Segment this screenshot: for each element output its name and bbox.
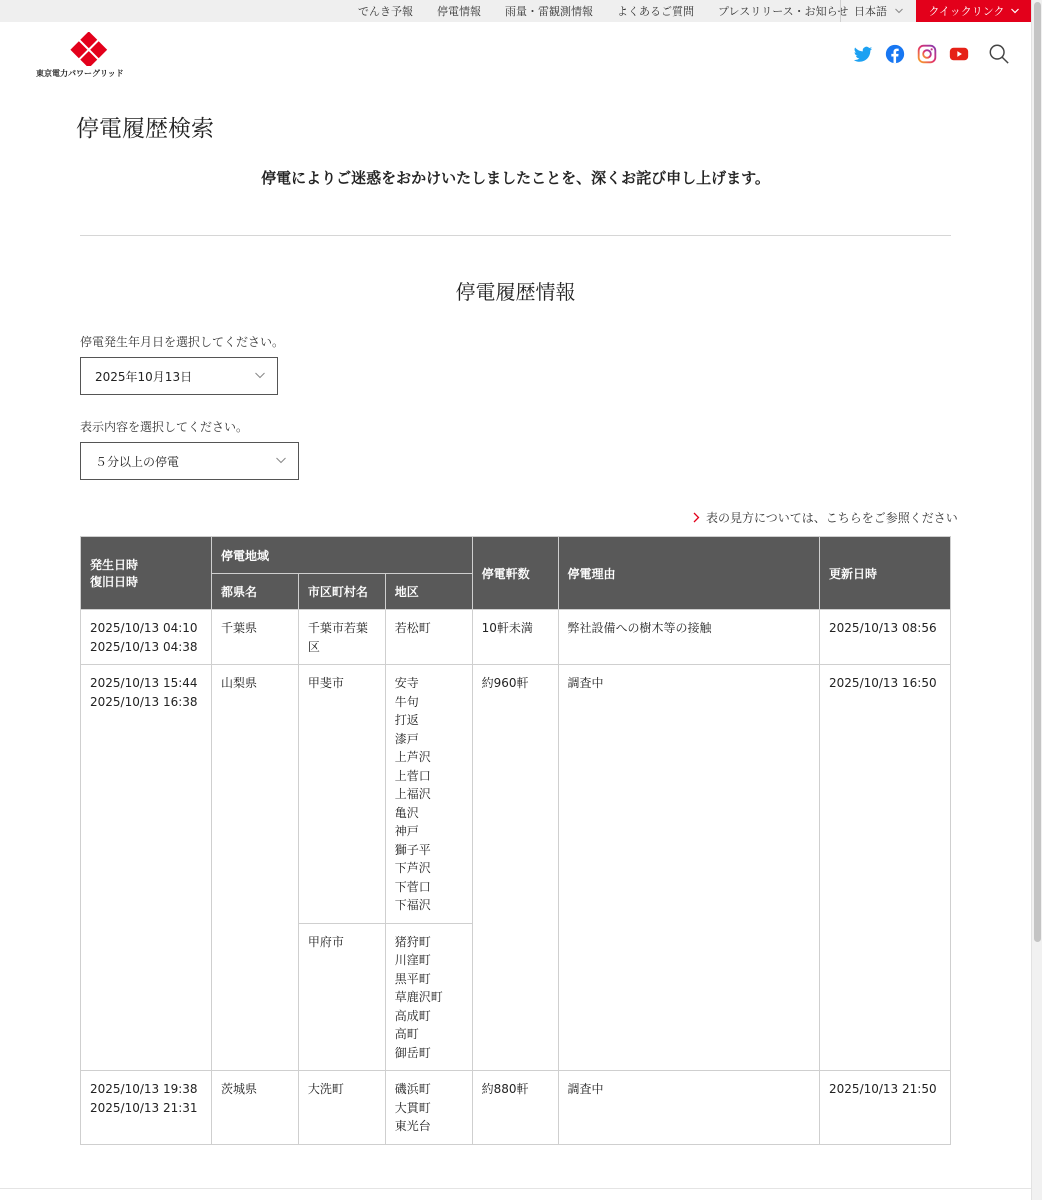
utility-nav (334, 0, 848, 22)
apology-message: 停電によりご迷惑をおかけいたしましたことを、深くお詫び申し上げます。 (261, 169, 770, 187)
households-cell: 10軒未満 (472, 610, 558, 665)
search-icon[interactable] (988, 43, 1010, 65)
reason-cell: 弊社設備への樹木等の接触 (558, 610, 820, 665)
households-cell: 約960軒 (472, 665, 558, 1071)
date-select-label: 停電発生年月日を選択してください。 (80, 335, 285, 349)
district-cell (385, 665, 472, 924)
occurred-time: 2025/10/13 04:10 (90, 621, 198, 635)
header-updated: 更新日時 (820, 537, 951, 610)
district-name: 神戸 (394, 824, 419, 838)
header-reason: 停電理由 (558, 537, 820, 610)
instagram-icon[interactable] (917, 44, 937, 64)
datetime-cell (81, 665, 212, 1071)
header-datetime (81, 537, 212, 610)
header-occurred: 発生日時 (90, 558, 139, 572)
datetime-cell (81, 1071, 212, 1145)
district-name: 御岳町 (394, 1045, 431, 1060)
district-name: 上芦沢 (394, 750, 431, 764)
district-name: 黒平町 (394, 971, 431, 986)
display-select[interactable] (80, 442, 299, 480)
district-name: 下福沢 (394, 898, 431, 912)
reason-cell: 調査中 (558, 665, 820, 1071)
language-selector[interactable] (840, 0, 916, 22)
header-district: 地区 (385, 574, 472, 610)
restored-time: 2025/10/13 16:38 (90, 694, 198, 709)
district-name: 草鹿沢町 (394, 990, 443, 1004)
district-name: 下菅口 (394, 879, 431, 894)
chevron-down-icon (1011, 8, 1019, 14)
company-logo[interactable] (36, 32, 128, 82)
district-name: 安寺 (394, 676, 419, 690)
chevron-down-icon (255, 370, 265, 380)
updated-cell: 2025/10/13 16:50 (820, 665, 951, 1071)
district-name: 上福沢 (394, 787, 431, 801)
district-name: 川窪町 (394, 953, 431, 967)
header-prefecture: 都県名 (211, 574, 298, 610)
chevron-right-icon (693, 512, 700, 523)
district-name: 高成町 (394, 1008, 431, 1023)
district-name: 東光台 (394, 1119, 431, 1133)
district-name: 亀沢 (394, 805, 419, 820)
table-row (81, 610, 951, 665)
city-cell: 大洗町 (298, 1071, 385, 1145)
date-select-value: 2025年10月13日 (95, 369, 193, 384)
prefecture-cell: 山梨県 (211, 665, 298, 1071)
logo-mark-icon (36, 32, 128, 66)
households-cell: 約880軒 (472, 1071, 558, 1145)
display-select-label: 表示内容を選択してください。 (80, 420, 249, 434)
restored-time: 2025/10/13 04:38 (90, 639, 198, 654)
updated-cell: 2025/10/13 21:50 (820, 1071, 951, 1145)
outage-history-table (80, 536, 951, 1145)
updated-cell: 2025/10/13 08:56 (820, 610, 951, 665)
chevron-down-icon (895, 8, 903, 14)
district-name: 打返 (394, 713, 419, 727)
nav-teiden-info[interactable]: 停電情報 (437, 5, 481, 18)
youtube-icon[interactable] (949, 44, 969, 64)
city-cell: 甲府市 (298, 923, 385, 1071)
divider (80, 235, 951, 236)
date-select[interactable] (80, 357, 278, 395)
logo-text: 東京電力パワーグリッド (36, 69, 124, 78)
district-name: 獅子平 (394, 842, 431, 857)
page-title: 停電履歴検索 (76, 116, 214, 142)
table-guide-link[interactable] (693, 509, 958, 526)
footer-divider (0, 1188, 1031, 1189)
datetime-cell (81, 610, 212, 665)
district-cell (385, 610, 472, 665)
district-name: 若松町 (394, 621, 431, 635)
nav-faq[interactable]: よくあるご質問 (617, 5, 694, 18)
district-name: 猪狩町 (394, 934, 431, 949)
reason-cell: 調査中 (558, 1071, 820, 1145)
table-row (81, 1071, 951, 1145)
scrollbar-thumb[interactable] (1034, 2, 1041, 942)
language-label: 日本語 (854, 5, 887, 18)
district-name: 下芦沢 (394, 861, 431, 875)
city-cell: 甲斐市 (298, 665, 385, 924)
district-name: 牛句 (394, 694, 419, 709)
district-cell (385, 923, 472, 1071)
header-region: 停電地域 (211, 537, 472, 574)
nav-rain-lightning[interactable]: 雨量・雷観測情報 (505, 5, 593, 18)
district-name: 高町 (394, 1027, 419, 1041)
twitter-icon[interactable] (853, 44, 873, 64)
facebook-icon[interactable] (885, 44, 905, 64)
district-name: 大貫町 (394, 1100, 431, 1115)
header-city: 市区町村名 (298, 574, 385, 610)
district-name: 磯浜町 (394, 1082, 431, 1096)
occurred-time: 2025/10/13 19:38 (90, 1082, 198, 1096)
display-select-value: ５分以上の停電 (95, 454, 180, 469)
section-title: 停電履歴情報 (455, 280, 576, 304)
quick-link-label: クイックリンク (928, 5, 1005, 18)
prefecture-cell: 茨城県 (211, 1071, 298, 1145)
header-restored: 復旧日時 (90, 575, 139, 589)
table-row (81, 665, 951, 924)
occurred-time: 2025/10/13 15:44 (90, 676, 198, 690)
district-name: 上菅口 (394, 768, 431, 783)
district-name: 漆戸 (394, 731, 419, 746)
prefecture-cell: 千葉県 (211, 610, 298, 665)
nav-denki-yoho[interactable]: でんき予報 (358, 5, 413, 18)
restored-time: 2025/10/13 21:31 (90, 1100, 198, 1115)
table-guide-text: 表の見方については、こちらをご参照ください (706, 511, 958, 525)
quick-link-button[interactable] (916, 0, 1031, 22)
header-households: 停電軒数 (472, 537, 558, 610)
chevron-down-icon (276, 455, 286, 465)
utility-bar (0, 0, 1031, 22)
nav-press-release[interactable]: プレスリリース・お知らせ (718, 5, 849, 18)
city-cell: 千葉市若葉区 (298, 610, 385, 665)
district-cell (385, 1071, 472, 1145)
page-scrollbar[interactable] (1031, 0, 1042, 1200)
